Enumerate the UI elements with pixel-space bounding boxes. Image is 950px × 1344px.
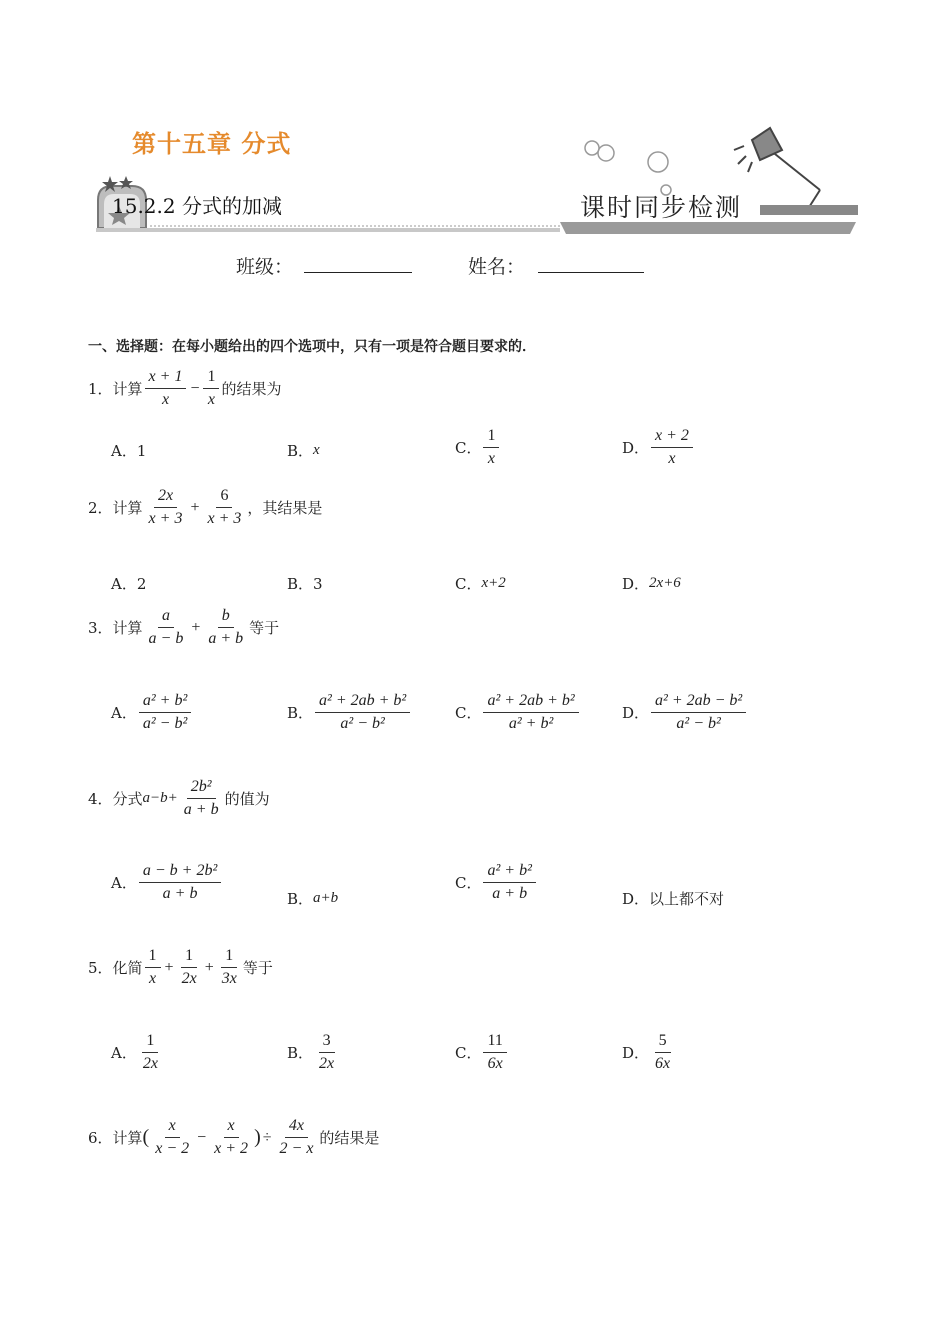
q5-option-d[interactable]: D． $\frac{5}{6x}$	[622, 1032, 671, 1072]
q2-option-b[interactable]: B． 3	[287, 574, 323, 593]
q2-option-c[interactable]: C． x+2	[455, 575, 506, 593]
q5-prefix: 5．化简	[88, 959, 143, 977]
q6-right-paren: )	[254, 1126, 261, 1148]
q6-fraction-2: $\frac{x}{x + 2}$	[214, 1117, 249, 1157]
q1-option-a[interactable]: A． 1	[111, 441, 147, 460]
class-label: 班级：	[236, 256, 294, 278]
q4-option-c[interactable]: C． $\frac{\text{a² + b²}}{a + b}$	[455, 862, 538, 903]
desk-lamp-icon	[734, 128, 820, 212]
q5-option-b[interactable]: B． $\frac{3}{2x}$	[287, 1032, 335, 1072]
q4-option-d[interactable]: D． 以上都不对	[622, 890, 725, 908]
q3-option-b[interactable]: B． $\frac{\text{a² + 2ab + b²}}{\text{a² − b²}}$	[287, 692, 412, 733]
q4-suffix: 的值为	[224, 790, 270, 808]
q3-suffix: 等于	[249, 619, 280, 637]
q2-option-a[interactable]: A． 2	[111, 574, 147, 593]
question-6	[88, 1117, 379, 1158]
q6-left-paren: (	[142, 1126, 150, 1148]
q1-fraction-2: $\frac{1}{x}$	[203, 368, 219, 409]
q6-operator-1: −	[197, 1128, 207, 1146]
q6-fraction-3: $\frac{4x}{2 - x}$	[279, 1117, 314, 1157]
section-instruction: 一、选择题：在每小题给出的四个选项中，只有一项是符合题目要求的．	[88, 339, 536, 355]
section-title: 15.2.2 分式的加减	[112, 194, 282, 218]
question-5	[88, 947, 273, 988]
q5-fraction-1: $\frac{1}{x}$	[145, 947, 161, 988]
q3-option-a[interactable]: A． $\frac{\text{a² + b²}}{\text{a² − b²}}$	[111, 692, 193, 733]
q3-option-d[interactable]: D． $\frac{\text{a² + 2ab − b²}}{\text{a² − b²}}$	[622, 692, 748, 733]
q5-option-c[interactable]: C． $\frac{11}{6x}$	[455, 1032, 509, 1073]
question-1	[88, 368, 282, 409]
q1-option-b[interactable]: B． x	[287, 442, 320, 460]
q1-option-d[interactable]: D． $\frac{x + 2}{x}$	[622, 427, 695, 468]
q1-prefix: 1．计算	[88, 380, 143, 398]
q6-suffix: 的结果是	[319, 1129, 380, 1147]
q2-prefix: 2．计算	[88, 499, 143, 517]
class-field[interactable]	[304, 272, 412, 273]
q2-fraction-2: $\frac{6}{x + 3}$	[207, 487, 242, 527]
q1-operator: −	[190, 379, 200, 397]
q5-fraction-2: $\frac{1}{2x}$	[181, 947, 197, 987]
q2-option-d[interactable]: D． 2x+6	[622, 575, 681, 593]
question-2	[88, 487, 322, 528]
q3-option-c[interactable]: C． $\frac{\text{a² + 2ab + b²}}{\text{a² + b²}}$	[455, 692, 581, 733]
q5-fraction-3: $\frac{1}{3x}$	[221, 947, 237, 987]
q2-suffix: ，其结果是	[247, 499, 323, 517]
q5-suffix: 等于	[242, 959, 273, 977]
q4-fraction-1: $\frac{\text{2b²}}{a + b}$	[183, 778, 219, 818]
q4-prefix: 4．分式	[88, 790, 143, 808]
question-4	[88, 778, 270, 819]
q3-fraction-1: $\frac{a}{a - b}$	[148, 607, 184, 647]
q3-fraction-2: $\frac{b}{a + b}$	[208, 607, 244, 647]
q5-option-a[interactable]: A． $\frac{1}{2x}$	[111, 1032, 158, 1072]
chapter-title: 第十五章 分式	[132, 130, 292, 158]
q6-operator-2: ÷	[262, 1128, 272, 1146]
q2-operator: +	[190, 498, 200, 516]
q6-fraction-1: $\frac{x}{x - 2}$	[155, 1117, 190, 1157]
q1-suffix: 的结果为	[221, 380, 282, 398]
question-3	[88, 607, 279, 648]
q3-prefix: 3．计算	[88, 619, 143, 637]
q4-option-b[interactable]: B． a+b	[287, 890, 339, 908]
q1-option-c[interactable]: C． $\frac{1}{x}$	[455, 427, 501, 468]
q4-expression: a−b+	[142, 790, 178, 806]
q3-operator: +	[191, 618, 201, 636]
q2-fraction-1: $\frac{2x}{x + 3}$	[148, 487, 183, 527]
bubble-icon	[585, 141, 599, 155]
q5-operator-2: +	[204, 958, 214, 976]
q1-fraction-1: $\frac{x + 1}{x}$	[145, 368, 187, 409]
name-label: 姓名：	[468, 256, 526, 278]
q4-option-a[interactable]: A． $\frac{\text{a − b + 2b²}}{a + b}$	[111, 862, 223, 903]
name-field[interactable]	[538, 272, 644, 273]
q5-operator-1: +	[164, 958, 174, 976]
q6-prefix: 6．计算	[88, 1129, 143, 1147]
brand-title: 课时同步检测	[580, 193, 743, 222]
